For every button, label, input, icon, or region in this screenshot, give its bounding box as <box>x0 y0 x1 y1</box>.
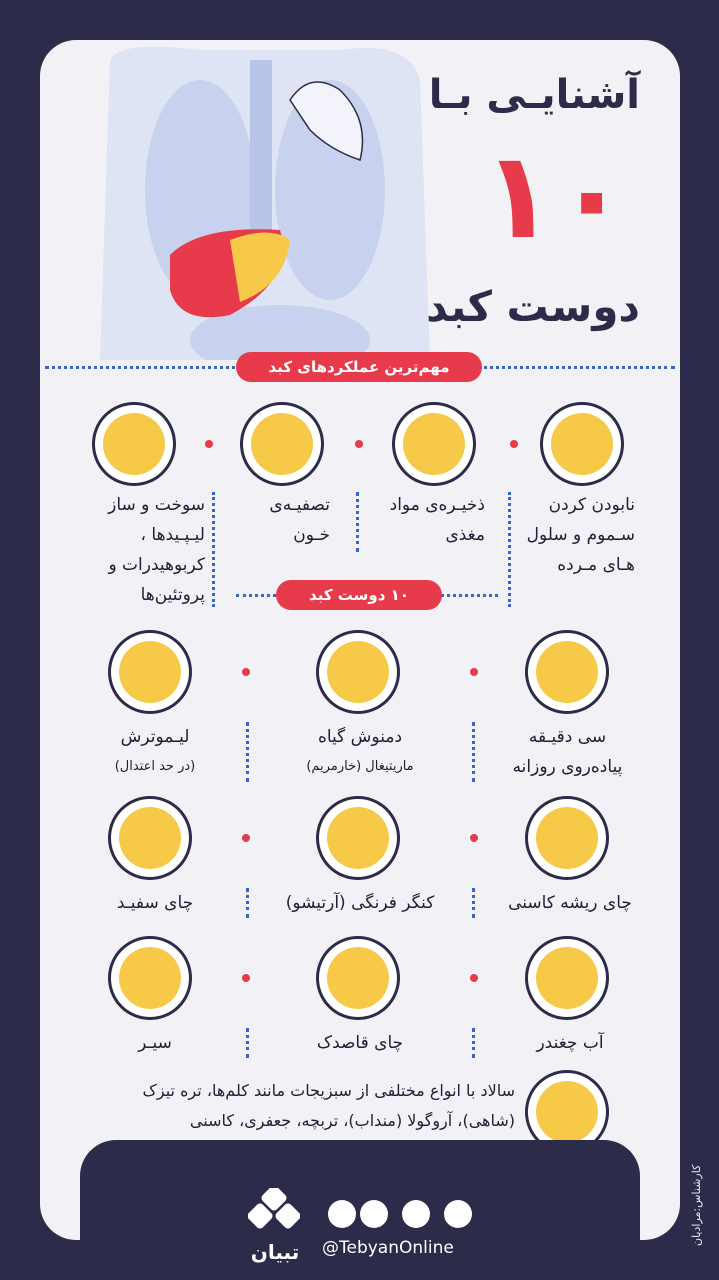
friend-label: چای قاصدک <box>316 1033 404 1053</box>
section1-pill: مهم‌ترین عملکردهای کبد <box>236 352 482 382</box>
separator-dot <box>242 974 250 982</box>
vertical-divider <box>508 492 511 607</box>
separator-dot <box>470 974 478 982</box>
root-icon <box>525 796 609 880</box>
friend-sublabel: پیاده‌روی روزانه <box>512 757 623 777</box>
title-line2: دوست کبد <box>426 282 640 331</box>
friend-sublabel: ماریتیغال (خارمریم) <box>306 759 414 774</box>
drops-icon <box>240 402 324 486</box>
tea-cup-icon <box>316 630 400 714</box>
title-line1: آشنایـی بـا <box>428 72 640 118</box>
friend-label: آب چغندر <box>536 1033 604 1053</box>
function-label: سوخت و ساز لیـپـیدها ، کربوهیدرات و پروتئین‌ها <box>108 495 205 605</box>
friend-label: دمنوش گیاه <box>317 727 403 747</box>
credit-text: کارشناس:مرادیان <box>690 1164 703 1246</box>
vertical-divider <box>472 722 475 782</box>
twitter-icon[interactable] <box>402 1200 430 1228</box>
separator-dot <box>355 440 363 448</box>
vertical-divider <box>472 888 475 918</box>
vertical-divider <box>246 888 249 918</box>
lemon-icon <box>108 630 192 714</box>
separator-dot <box>470 834 478 842</box>
function-label: نابودن کردن سـموم و سلول هـای مـرده <box>526 495 635 575</box>
beet-icon <box>525 936 609 1020</box>
vertical-divider <box>246 722 249 782</box>
artichoke-icon <box>316 796 400 880</box>
section2-pill: ۱۰ دوست کبد <box>276 580 442 610</box>
separator-dot <box>242 834 250 842</box>
telegram-icon[interactable] <box>328 1200 356 1228</box>
bale-icon[interactable] <box>444 1200 472 1228</box>
friend-label: کنگر فرنگی (آرتیشو) <box>285 893 435 913</box>
tebyan-logo-icon <box>248 1188 300 1234</box>
friend-label: سی دقیـقه <box>528 727 607 747</box>
cells-icon <box>392 402 476 486</box>
vertical-divider <box>356 492 359 552</box>
separator-dot <box>242 668 250 676</box>
separator-dot <box>510 440 518 448</box>
title-number: ۱۰ <box>481 127 629 266</box>
function-label: ذخیـره‌ی مواد مغذی <box>389 495 485 545</box>
white-tea-icon <box>108 796 192 880</box>
vertical-divider <box>472 1028 475 1058</box>
friend-label: چای ریشه کاسنی <box>508 893 632 913</box>
social-handle[interactable]: @TebyanOnline <box>322 1238 454 1258</box>
separator-dot <box>205 440 213 448</box>
vertical-divider <box>212 492 215 607</box>
function-label: تصفیـه‌ی خـون <box>269 495 330 545</box>
dandelion-icon <box>316 936 400 1020</box>
vertical-divider <box>246 1028 249 1058</box>
runner-icon <box>525 630 609 714</box>
separator-dot <box>470 668 478 676</box>
friend-label: سیـر <box>138 1033 172 1053</box>
garlic-icon <box>108 936 192 1020</box>
bacteria-icon <box>540 402 624 486</box>
friend-label: چای سفیـد <box>116 893 194 913</box>
friend-sublabel: (در حد اعتدال) <box>114 759 196 774</box>
instagram-icon[interactable] <box>360 1200 388 1228</box>
food-icon <box>92 402 176 486</box>
salad-text: سالاد با انواع مختلفی از سبزیجات مانند کلم‌ها، تره تیزک (شاهی)، آروگولا (منداب)، تربچه، جعفری، کاسنی <box>142 1081 515 1130</box>
friend-label: لیـموترش <box>120 727 190 747</box>
tebyan-logo-text: تبیان <box>250 1240 300 1264</box>
